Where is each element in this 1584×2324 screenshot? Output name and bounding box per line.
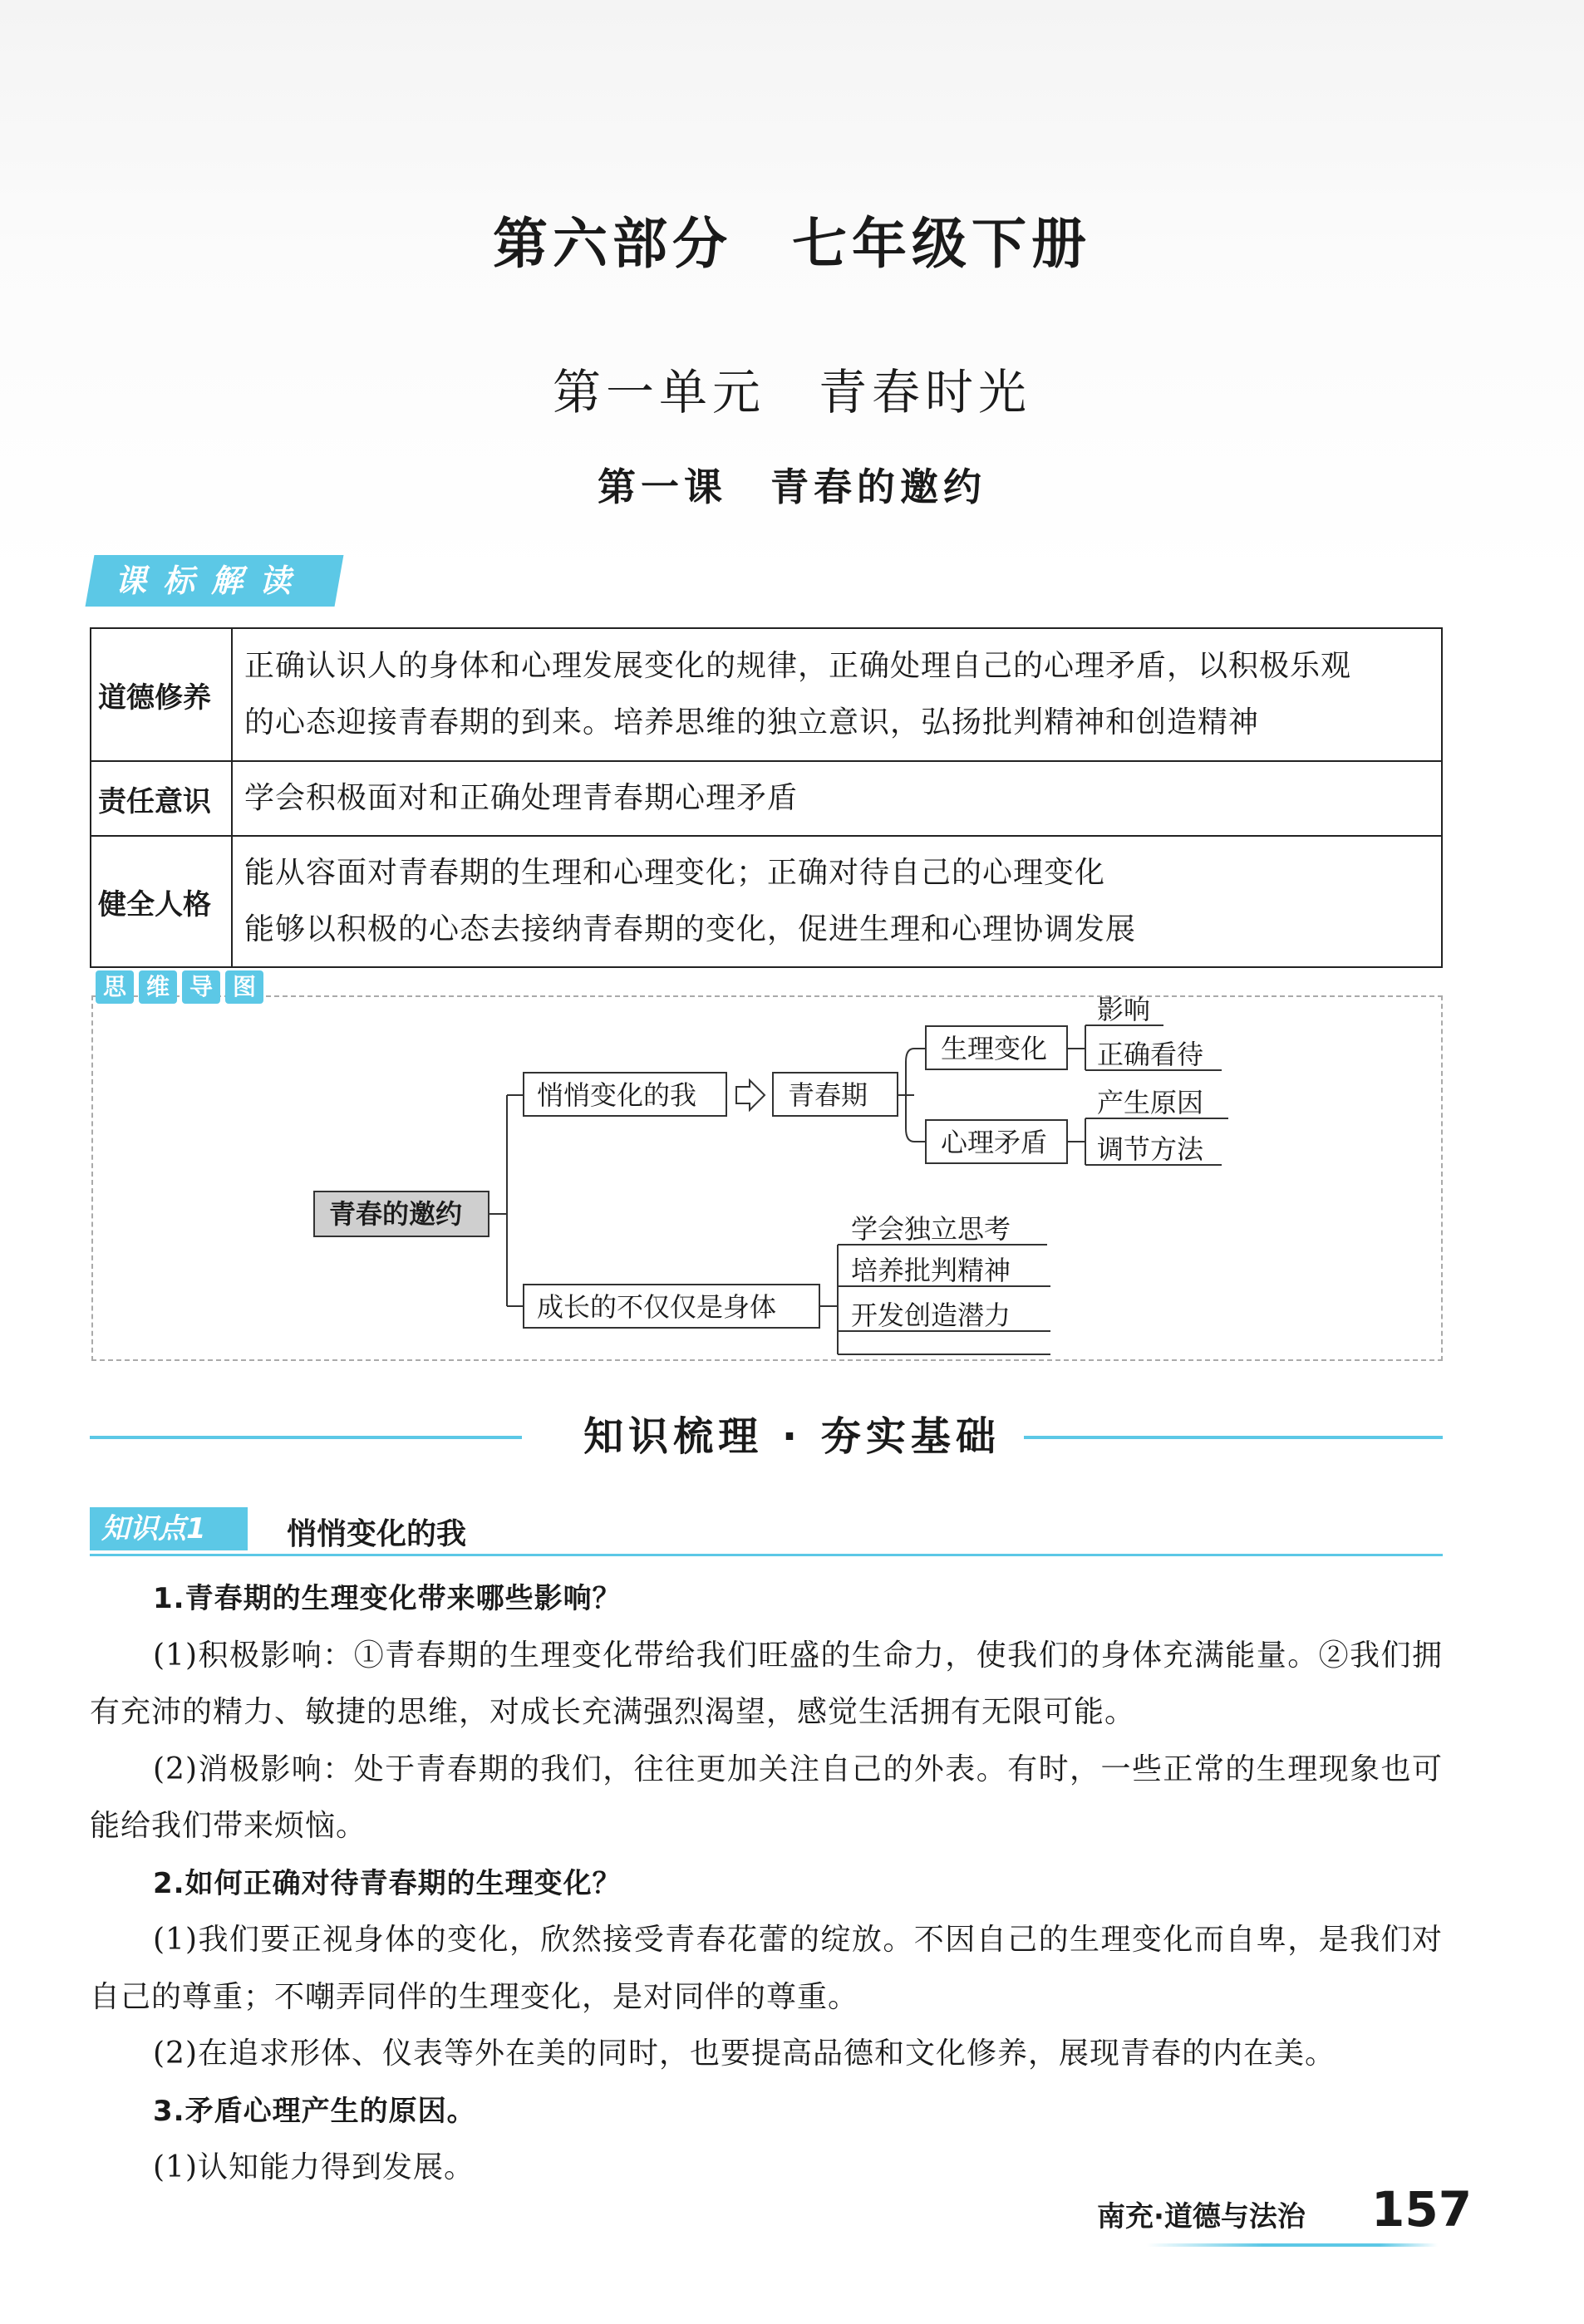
mind-map-leaf: 正确看待 xyxy=(1097,1039,1204,1070)
mind-map-leaf: 产生原因 xyxy=(1097,1087,1204,1118)
arrow-right-icon xyxy=(736,1080,765,1110)
row-content xyxy=(232,628,1442,761)
mind-map-tag-char: 维 xyxy=(139,970,177,1004)
footer-underline xyxy=(1147,2243,1438,2247)
table-row xyxy=(91,836,1442,967)
mind-map-leaf: 影响 xyxy=(1097,995,1151,1025)
paragraph: (1)我们要正视身体的变化，欣然接受青春花蕾的绽放。不因自己的生理变化而自卑，是我们对自己的尊重；不嘲弄同伴的生理变化，是对同伴的尊重。 xyxy=(90,1923,1443,2014)
mind-map-node: 心理矛盾 xyxy=(941,1127,1048,1158)
mind-map-node: 悄悄变化的我 xyxy=(537,1079,697,1111)
curriculum-interpretation-tag xyxy=(86,555,344,607)
table-row xyxy=(91,761,1442,836)
mind-map-tag-char: 图 xyxy=(225,970,263,1004)
row-line: 能够以积极的心态去接纳青春期的变化，促进生理和心理协调发展 xyxy=(244,912,1137,946)
curriculum-standards-table xyxy=(90,627,1443,968)
row-line: 学会积极面对和正确处理青春期心理矛盾 xyxy=(244,781,799,815)
footer-text: 南充·道德与法治 xyxy=(1097,2200,1306,2233)
question-heading: 1.青春期的生理变化带来哪些影响？ xyxy=(153,1582,622,1615)
paragraph: (1)积极影响：①青春期的生理变化带给我们旺盛的生命力，使我们的身体充满能量。②我们拥有充沛的精力、敏捷的思维，对成长充满强烈渴望，感觉生活拥有无限可能。 xyxy=(90,1638,1443,1729)
row-label: 责任意识 xyxy=(91,761,232,836)
paragraph: (2)在追求形体、仪表等外在美的同时，也要提高品德和文化修养，展现青春的内在美。 xyxy=(153,2037,1336,2071)
mind-map-leaf: 学会独立思考 xyxy=(851,1213,1011,1245)
row-line: 正确认识人的身体和心理发展变化的规律，正确处理自己的心理矛盾，以积极乐观 xyxy=(244,649,1352,683)
mind-map-node: 成长的不仅仅是身体 xyxy=(537,1291,777,1323)
mind-map-root: 青春的邀约 xyxy=(329,1198,463,1230)
knowledge-point-underline xyxy=(90,1554,1443,1556)
mind-map xyxy=(91,995,1443,1361)
curriculum-tag-label: 课标解读 xyxy=(115,563,308,599)
question-heading: 3.矛盾心理产生的原因。 xyxy=(153,2094,476,2128)
unit-title: 第一单元 青春时光 xyxy=(552,364,1031,420)
mind-map-tag-char: 思 xyxy=(96,970,134,1004)
row-content xyxy=(232,836,1442,967)
row-line: 能从容面对青春期的生理和心理变化；正确对待自己的心理变化 xyxy=(244,856,1106,890)
table-row xyxy=(91,628,1442,761)
body-text xyxy=(90,1570,1443,2197)
mind-map-leaf: 培养批判精神 xyxy=(851,1255,1011,1286)
knowledge-point-tag: 知识点1 xyxy=(90,1507,248,1550)
mind-map-leaf: 调节方法 xyxy=(1097,1133,1204,1165)
paragraph: (1)认知能力得到发展。 xyxy=(153,2150,475,2184)
lesson-title: 第一课 青春的邀约 xyxy=(598,464,986,509)
paragraph: (2)消极影响：处于青春期的我们，往往更加关注自己的外表。有时，一些正常的生理现象也可能给我们带来烦恼。 xyxy=(90,1752,1443,1843)
row-label: 道德修养 xyxy=(91,628,232,761)
section-title xyxy=(0,1404,1584,1462)
section-title-text: 知识梳理 · 夯实基础 xyxy=(560,1413,1024,1460)
row-line: 的心态迎接青春期的到来。培养思维的独立意识，弘扬批判精神和创造精神 xyxy=(244,705,1260,739)
mind-map-node: 青春期 xyxy=(788,1079,868,1111)
mind-map-leaf: 开发创造潜力 xyxy=(851,1300,1011,1331)
part-title: 第六部分 七年级下册 xyxy=(493,211,1091,276)
row-content xyxy=(232,761,1442,836)
mind-map-tag-char: 导 xyxy=(182,970,220,1004)
question-heading: 2.如何正确对待青春期的生理变化？ xyxy=(153,1866,622,1900)
page-number: 157 xyxy=(1371,2181,1473,2238)
row-label: 健全人格 xyxy=(91,836,232,967)
knowledge-point-title: 悄悄变化的我 xyxy=(287,1517,467,1551)
mind-map-node: 生理变化 xyxy=(941,1033,1048,1064)
